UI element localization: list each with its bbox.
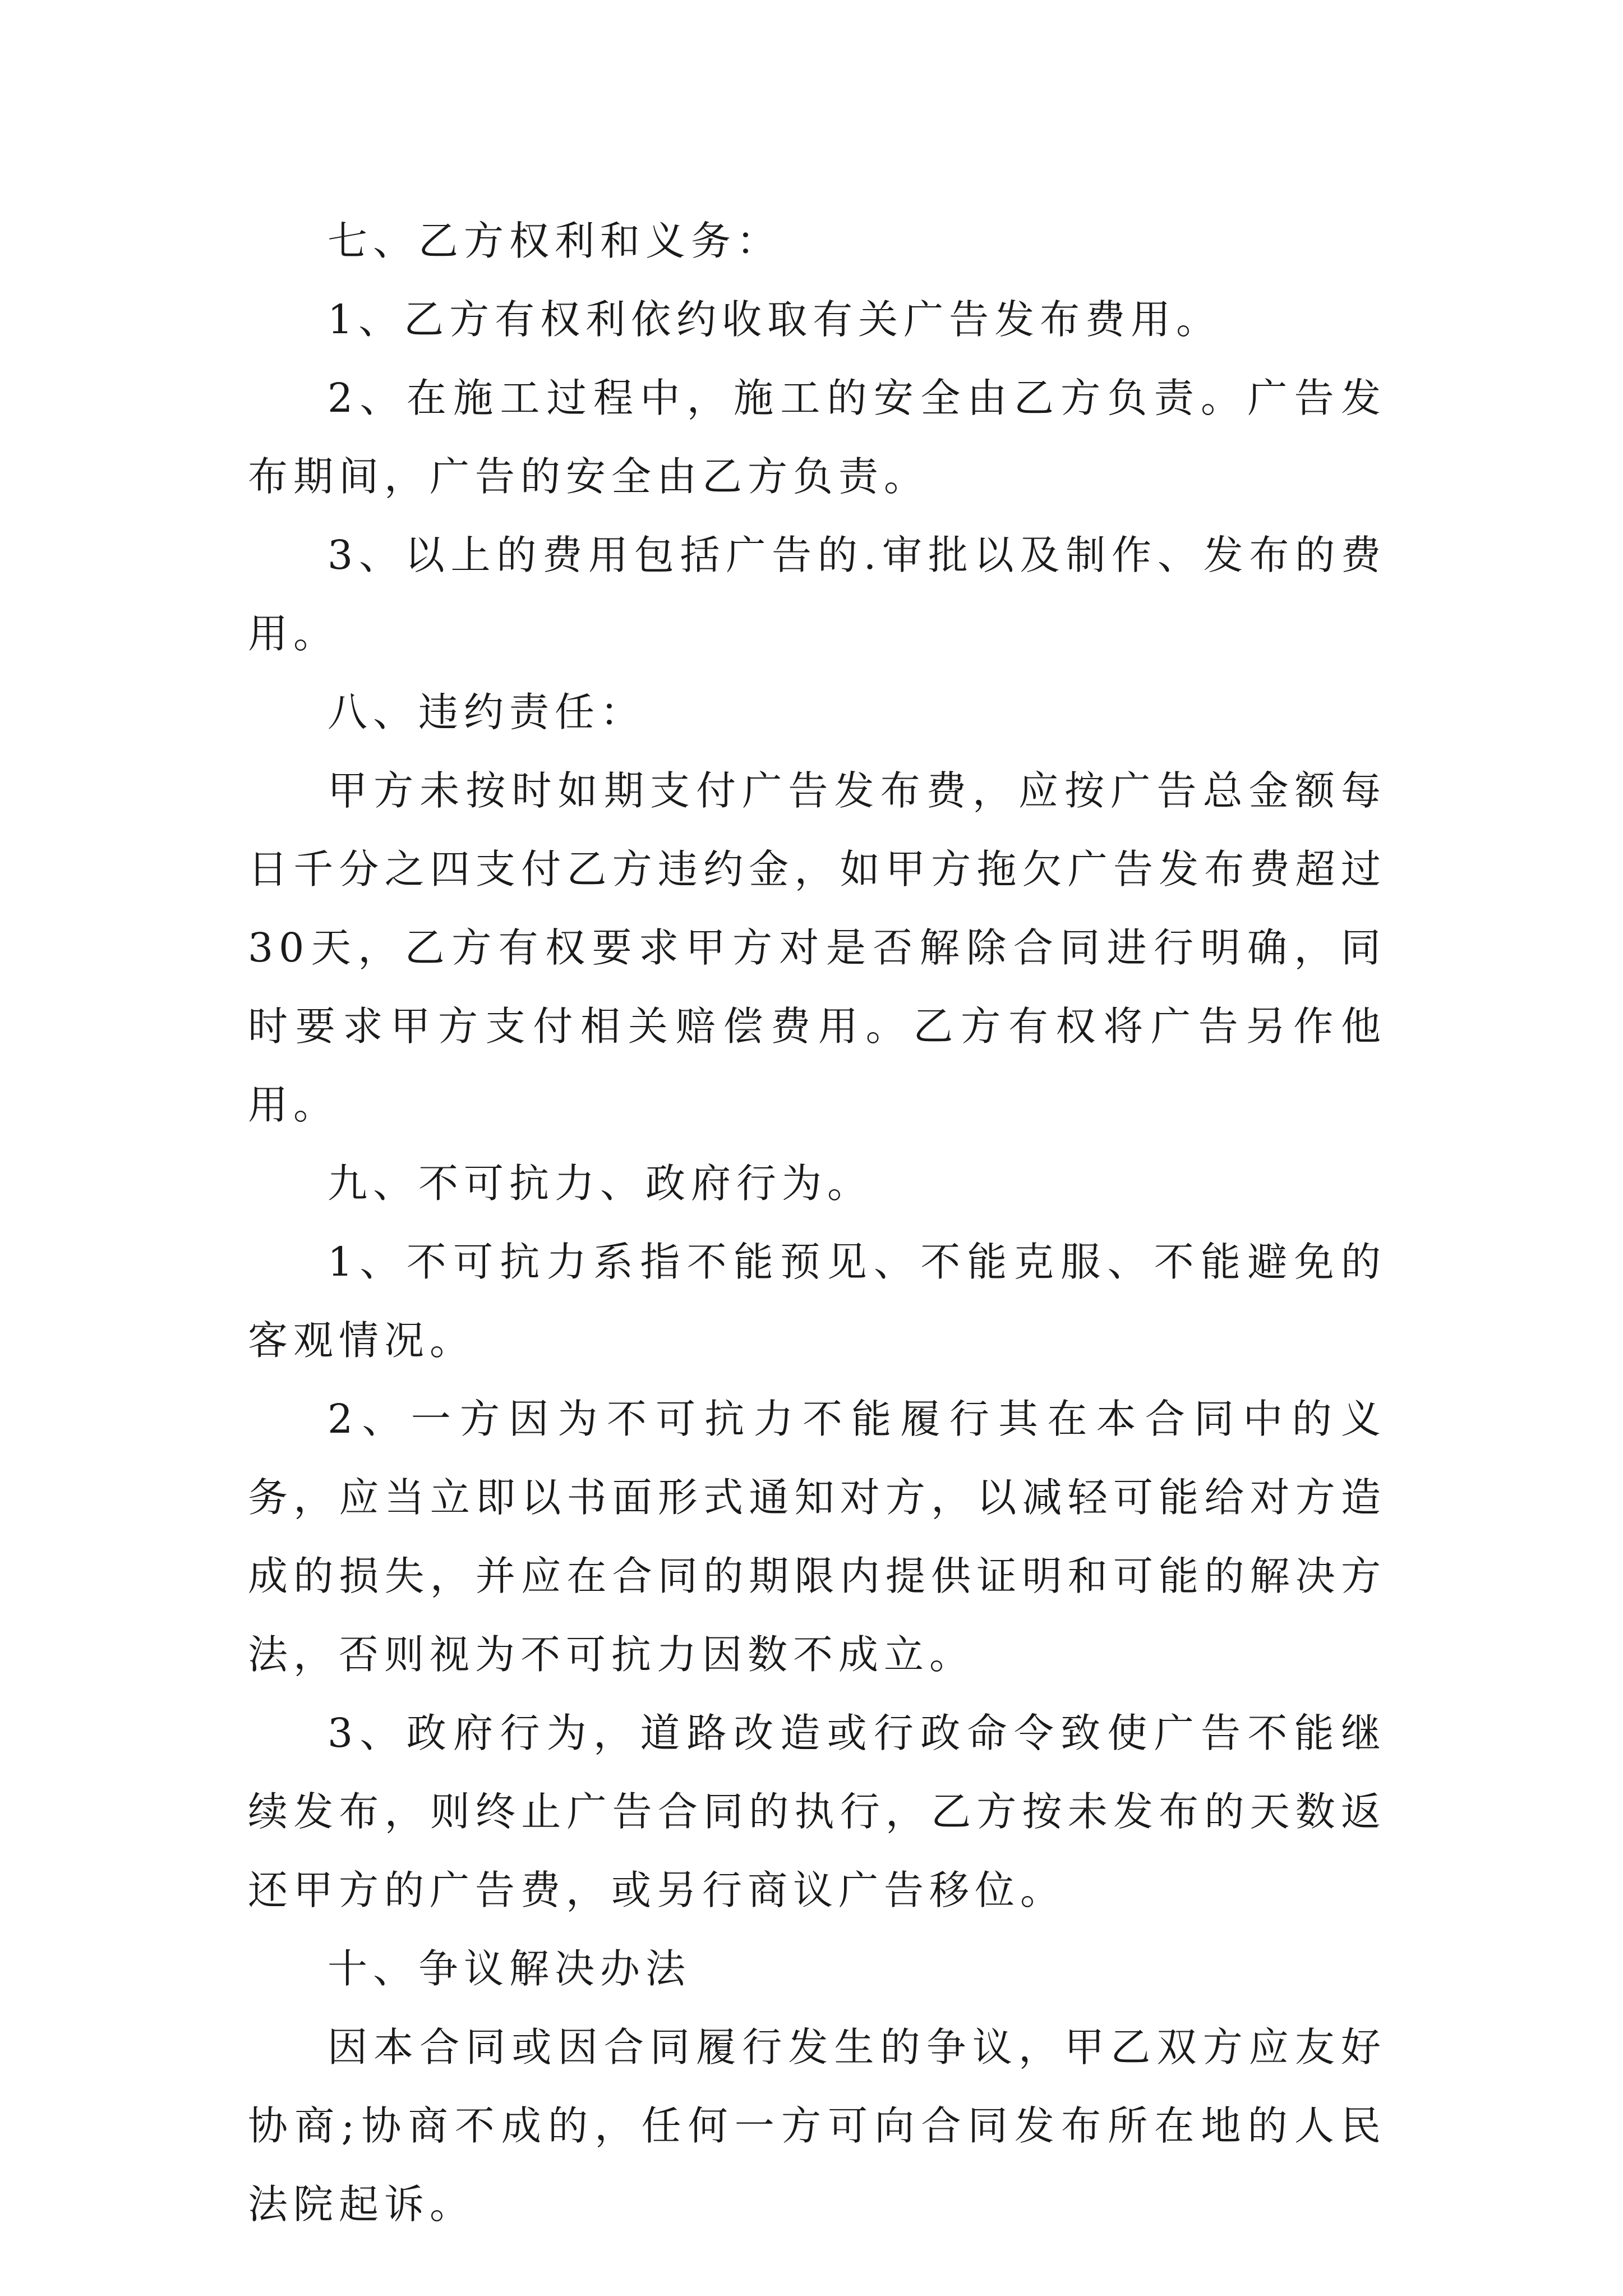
- section-9-heading: 九、不可抗力、政府行为。: [328, 1160, 873, 1207]
- section-10-heading: 十、争议解决办法: [328, 1945, 691, 1992]
- section-7-item-2: 2、在施工过程中，施工的安全由乙方负责。广告发布期间，广告的安全由乙方负责。: [248, 375, 1386, 500]
- section-8-body: 甲方未按时如期支付广告发布费，应按广告总金额每日千分之四支付乙方违约金，如甲方拖欠广告发布费超过30天，乙方有权要求甲方对是否解除合同进行明确，同时要求甲方支付相关赔偿费用。乙方有权将广告另作他用。: [248, 767, 1386, 1128]
- section-9-item-3: 3、政府行为，道路改造或行政命令致使广告不能继续发布，则终止广告合同的执行，乙方按未发布的天数返还甲方的广告费，或另行商议广告移位。: [248, 1710, 1386, 1913]
- section-7-item-3: 3、以上的费用包括广告的.审批以及制作、发布的费用。: [248, 532, 1386, 657]
- section-8-heading: 八、违约责任：: [328, 689, 646, 735]
- section-10-body: 因本合同或因合同履行发生的争议，甲乙双方应友好协商;协商不成的，任何一方可向合同发布所在地的人民法院起诉。: [248, 2024, 1386, 2228]
- section-7-heading: 七、乙方权利和义务：: [328, 218, 782, 264]
- document-body: [248, 202, 1386, 2244]
- section-7-item-1: 1、乙方有权利依约收取有关广告发布费用。: [328, 296, 1222, 343]
- section-9-item-2: 2、一方因为不可抗力不能履行其在本合同中的义务，应当立即以书面形式通知对方，以减轻可能给对方造成的损失，并应在合同的期限内提供证明和可能的解决方法，否则视为不可抗力因数不成立。: [248, 1396, 1386, 1678]
- section-9-item-1: 1、不可抗力系指不能预见、不能克服、不能避免的客观情况。: [248, 1239, 1386, 1364]
